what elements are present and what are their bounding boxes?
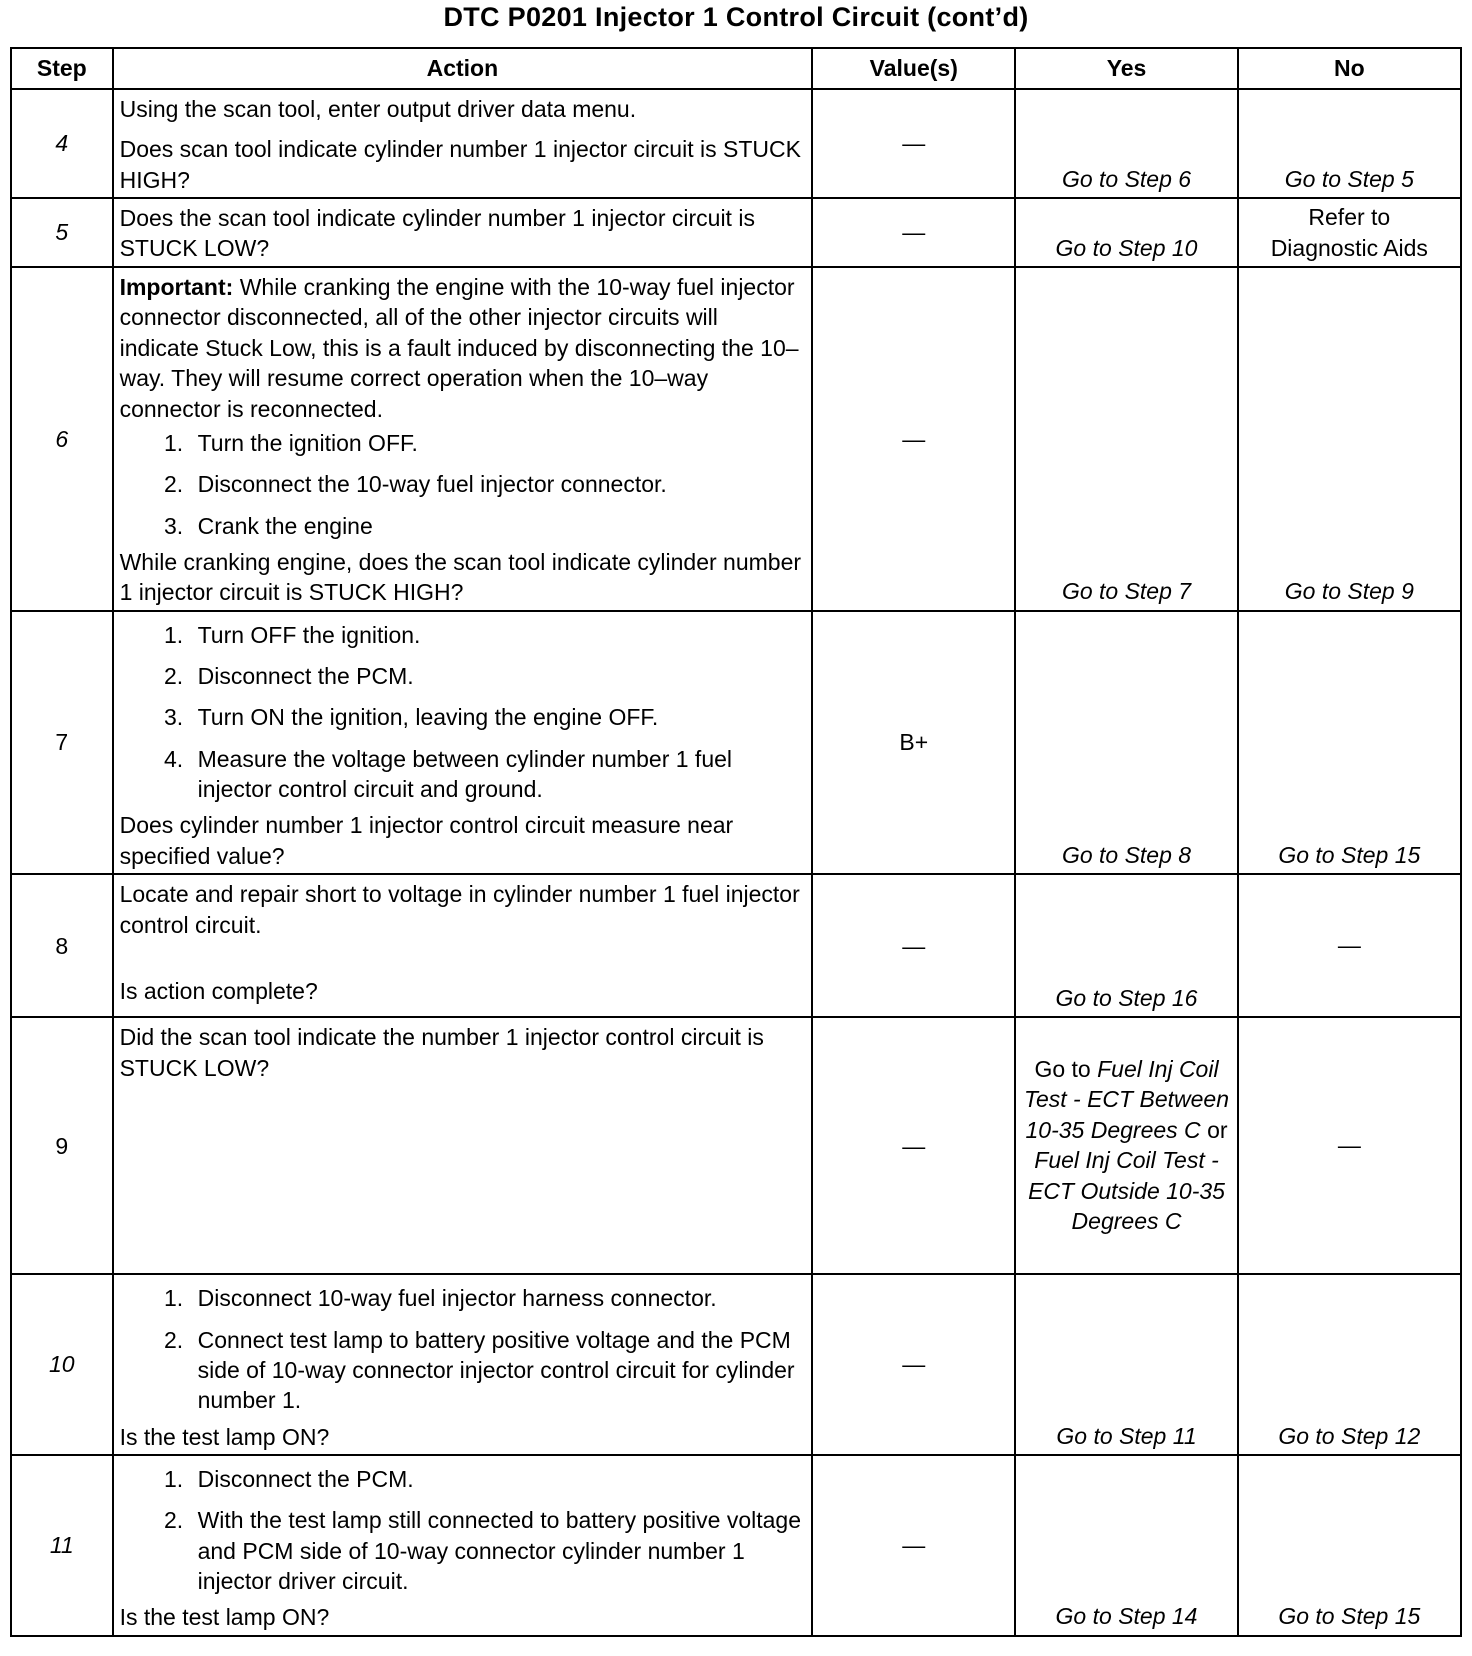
action-question: While cranking engine, does the scan tool indicate cylinder number 1 injector circuit is STUCK HIGH? bbox=[119, 548, 802, 606]
action-cell bbox=[113, 1017, 813, 1274]
action-cell bbox=[113, 267, 813, 611]
action-cell bbox=[113, 611, 813, 875]
procedure-step: 2. Disconnect the PCM. bbox=[190, 661, 804, 691]
value-cell: B+ bbox=[812, 611, 1015, 875]
important-label: Important: bbox=[119, 274, 234, 301]
header-no: No bbox=[1238, 48, 1461, 89]
no-cell: Go to Step 15 bbox=[1238, 611, 1461, 875]
yes-cell: Go to Step 16 bbox=[1015, 874, 1237, 1017]
table-row bbox=[11, 89, 1461, 198]
procedure-step: 2. With the test lamp still connected to battery positive voltage and PCM side of 10-way connector cylinder number 1 injector driver circuit. bbox=[190, 1505, 804, 1596]
action-cell bbox=[113, 198, 813, 267]
action-cell bbox=[113, 874, 813, 1017]
table-row bbox=[11, 1017, 1461, 1274]
value-cell: — bbox=[812, 267, 1015, 611]
important-note bbox=[120, 272, 804, 424]
procedure-step: 1. Turn the ignition OFF. bbox=[190, 428, 804, 458]
table-row bbox=[11, 1274, 1461, 1455]
procedure-step: 1. Turn OFF the ignition. bbox=[190, 620, 804, 650]
table-row bbox=[11, 267, 1461, 611]
value-cell: — bbox=[812, 1274, 1015, 1455]
important-text: While cranking the engine with the 10-way fuel injector connector disconnected, all of the other injector circuits will indicate Stuck Low, this is a fault induced by disconnecting the 10–way. They will resume correct operation when the 10–way connector is reconnected. bbox=[119, 274, 799, 422]
procedure-step: 1. Disconnect the PCM. bbox=[190, 1464, 804, 1494]
no-cell: — bbox=[1238, 1017, 1461, 1274]
procedure-steps bbox=[120, 1464, 804, 1596]
step-number: 5 bbox=[11, 198, 113, 267]
procedure-step: 4. Measure the voltage between cylinder number 1 fuel injector control circuit and ground. bbox=[190, 744, 804, 805]
procedure-step: 2. Connect test lamp to battery positive voltage and the PCM side of 10-way connector injector control circuit for cylinder number 1. bbox=[190, 1325, 804, 1416]
table-row bbox=[11, 198, 1461, 267]
action-question: Does cylinder number 1 injector control circuit measure near specified value? bbox=[119, 812, 734, 869]
yes-cell: Go to Step 7 bbox=[1015, 267, 1237, 611]
no-text-line: Diagnostic Aids bbox=[1270, 234, 1428, 261]
no-cell: Go to Step 12 bbox=[1238, 1274, 1461, 1455]
yes-cell: Go to Step 14 bbox=[1015, 1455, 1237, 1636]
step-number: 11 bbox=[11, 1455, 113, 1636]
page-title: DTC P0201 Injector 1 Control Circuit (cont’d) bbox=[443, 2, 1029, 32]
action-cell bbox=[113, 1455, 813, 1636]
table-row bbox=[11, 1455, 1461, 1636]
yes-or: or bbox=[1207, 1116, 1228, 1143]
step-number: 9 bbox=[11, 1017, 113, 1274]
header-values: Value(s) bbox=[812, 48, 1015, 89]
action-question: Does scan tool indicate cylinder number 1 injector circuit is STUCK HIGH? bbox=[119, 136, 801, 193]
no-text-line: Refer to bbox=[1308, 204, 1391, 231]
action-cell bbox=[113, 89, 813, 198]
action-question: Did the scan tool indicate the number 1 injector control circuit is STUCK LOW? bbox=[119, 1024, 764, 1081]
step-number: 10 bbox=[11, 1274, 113, 1455]
no-cell: Go to Step 9 bbox=[1238, 267, 1461, 611]
procedure-step: 3. Crank the engine bbox=[190, 511, 804, 541]
yes-cell: Go to Step 11 bbox=[1015, 1274, 1237, 1455]
table-header-row bbox=[11, 48, 1461, 89]
value-cell: — bbox=[812, 1455, 1015, 1636]
procedure-steps bbox=[120, 620, 804, 805]
action-text: Locate and repair short to voltage in cylinder number 1 fuel injector control circuit. bbox=[119, 881, 800, 938]
table-row bbox=[11, 611, 1461, 875]
procedure-step: 1. Disconnect 10-way fuel injector harness connector. bbox=[190, 1283, 804, 1313]
header-action: Action bbox=[113, 48, 813, 89]
diagnostic-table bbox=[10, 47, 1462, 1637]
no-cell: — bbox=[1238, 874, 1461, 1017]
procedure-step: 3. Turn ON the ignition, leaving the engine OFF. bbox=[190, 702, 804, 732]
action-question: Is the test lamp ON? bbox=[119, 1604, 330, 1631]
action-question: Is the test lamp ON? bbox=[119, 1423, 330, 1450]
no-cell: Go to Step 5 bbox=[1238, 89, 1461, 198]
fuel-inj-coil-test-between-link[interactable]: Fuel Inj Coil Test - ECT Between 10-35 Degrees C bbox=[1024, 1056, 1229, 1143]
header-yes: Yes bbox=[1015, 48, 1237, 89]
procedure-steps bbox=[120, 428, 804, 541]
action-text: Using the scan tool, enter output driver data menu. bbox=[119, 96, 637, 122]
yes-cell bbox=[1015, 1017, 1237, 1274]
value-cell: — bbox=[812, 198, 1015, 267]
yes-cell: Go to Step 6 bbox=[1015, 89, 1237, 198]
step-number: 7 bbox=[11, 611, 113, 875]
fuel-inj-coil-test-outside-link[interactable]: Fuel Inj Coil Test - ECT Outside 10-35 Degrees C bbox=[1028, 1147, 1225, 1234]
step-number: 6 bbox=[11, 267, 113, 611]
value-cell: — bbox=[812, 89, 1015, 198]
table-row bbox=[11, 874, 1461, 1017]
procedure-step: 2. Disconnect the 10-way fuel injector connector. bbox=[190, 469, 804, 499]
action-question: Does the scan tool indicate cylinder number 1 injector circuit is STUCK LOW? bbox=[119, 205, 755, 262]
yes-goto: Go to bbox=[1034, 1056, 1091, 1083]
no-cell bbox=[1238, 198, 1461, 267]
value-cell: — bbox=[812, 874, 1015, 1017]
step-number: 4 bbox=[11, 89, 113, 198]
procedure-steps bbox=[120, 1283, 804, 1415]
action-cell bbox=[113, 1274, 813, 1455]
no-cell: Go to Step 15 bbox=[1238, 1455, 1461, 1636]
value-cell: — bbox=[812, 1017, 1015, 1274]
action-question: Is action complete? bbox=[119, 977, 318, 1004]
step-number: 8 bbox=[11, 874, 113, 1017]
header-step: Step bbox=[11, 48, 113, 89]
yes-cell: Go to Step 10 bbox=[1015, 198, 1237, 267]
yes-cell: Go to Step 8 bbox=[1015, 611, 1237, 875]
